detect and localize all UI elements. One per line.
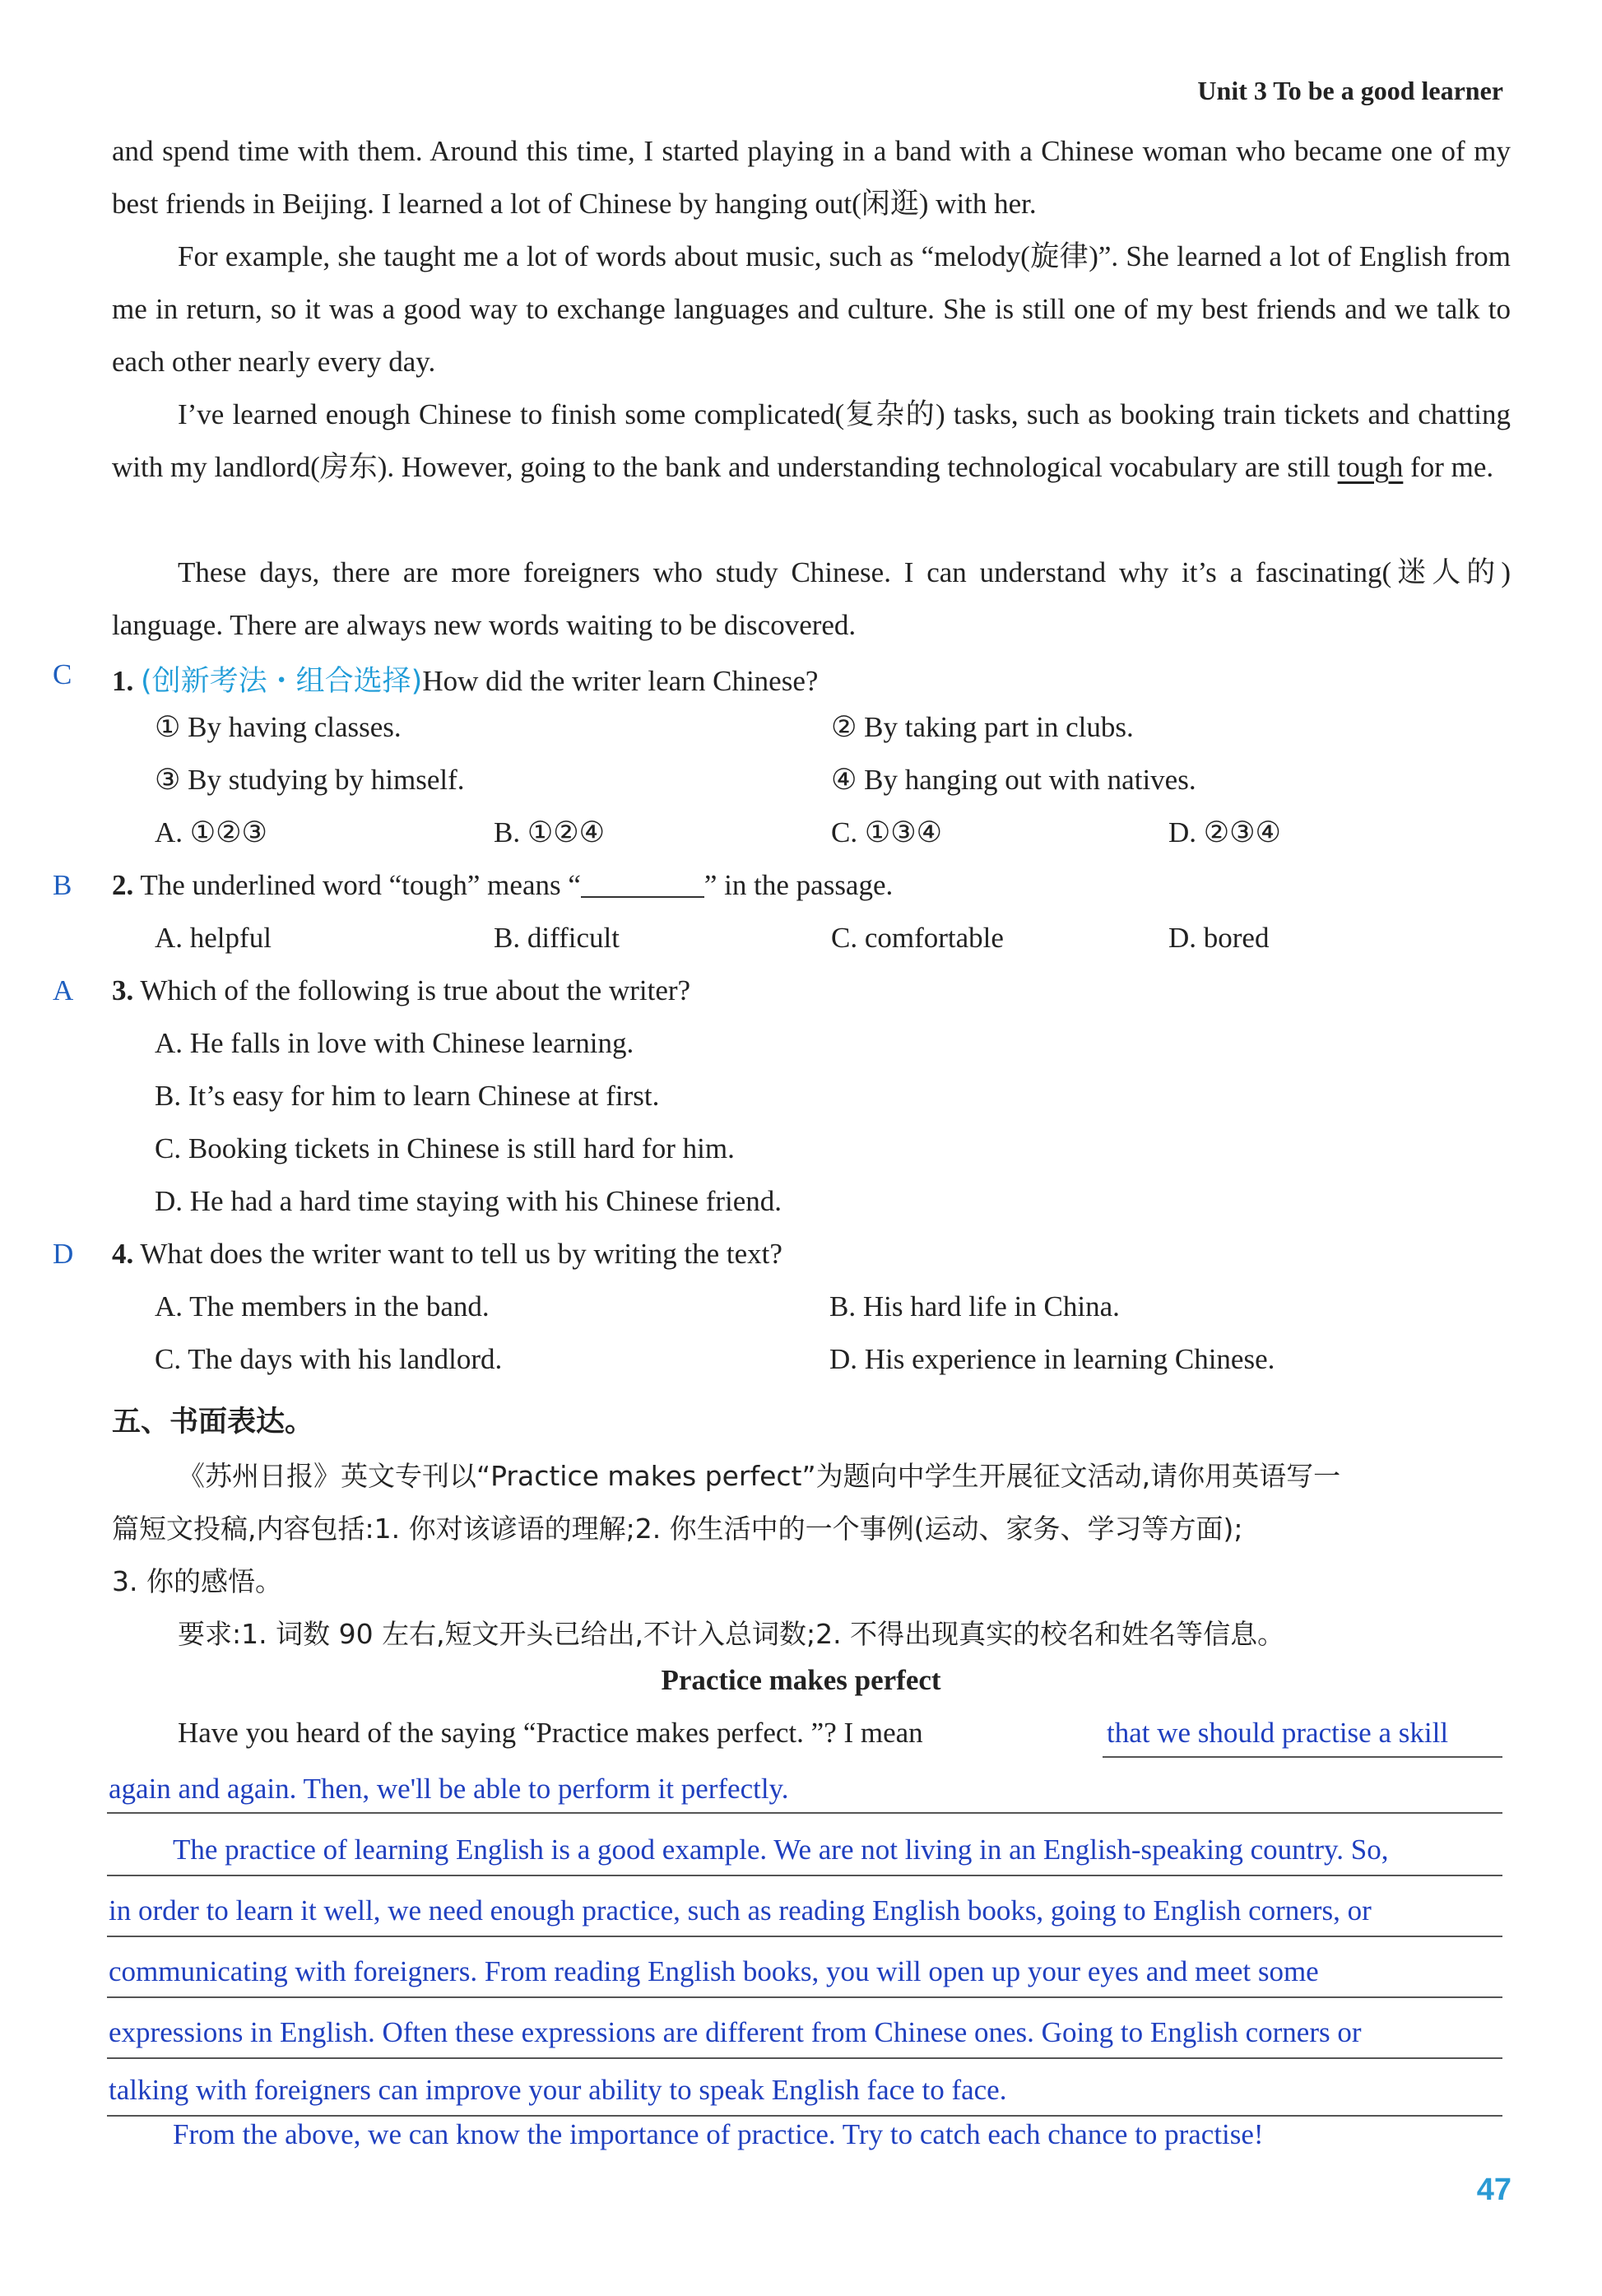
- underlined-word: tough: [1337, 451, 1404, 483]
- writing-prompt: 3. 你的感悟。: [112, 1565, 282, 1597]
- handwritten-answer: expressions in English. Often these expressions are different from Chinese ones. Going to English corners or: [109, 2016, 1362, 2048]
- statement: ② By taking part in clubs.: [831, 711, 1134, 743]
- option-b: B. His hard life in China.: [829, 1290, 1120, 1322]
- option-c: C. Booking tickets in Chinese is still hard for him.: [155, 1132, 735, 1164]
- page-number: 47: [1476, 2173, 1511, 2207]
- handwritten-answer: communicating with foreigners. From reading English books, you will open up your eyes and meet some: [109, 1955, 1319, 1987]
- option-c: C. ①③④: [831, 816, 942, 848]
- option-c: C. The days with his landlord.: [155, 1343, 503, 1375]
- essay-title: Practice makes perfect: [661, 1664, 941, 1696]
- writing-requirements: 要求:1. 词数 90 左右,短文开头已给出,不计入总词数;2. 不得出现真实的校名和姓名等信息。: [178, 1618, 1285, 1650]
- answer-mark: C: [53, 658, 72, 690]
- passage-paragraph: For example, she taught me a lot of words about music, such as “melody(旋律)”. She learned a lot of English from me in return, so it was a good way to exchange languages and culture. She is still one of my best friends and we talk to each other nearly every day.: [112, 240, 1511, 378]
- option-a: A. helpful: [155, 922, 272, 954]
- option-b: B. It’s easy for him to learn Chinese at first.: [155, 1080, 660, 1112]
- option-a: A. ①②③: [155, 816, 267, 848]
- option-a: A. The members in the band.: [155, 1290, 490, 1322]
- option-d: D. His experience in learning Chinese.: [829, 1343, 1275, 1375]
- writing-line: [107, 1936, 1502, 1937]
- option-a: A. He falls in love with Chinese learning.: [155, 1027, 634, 1059]
- handwritten-answer: talking with foreigners can improve your ability to speak English face to face.: [109, 2074, 1007, 2106]
- option-d: D. ②③④: [1168, 816, 1281, 848]
- writing-line: [107, 2057, 1502, 2059]
- option-d: D. bored: [1168, 922, 1270, 954]
- writing-line: [107, 1875, 1502, 1876]
- handwritten-answer: in order to learn it well, we need enough practice, such as reading English books, going to English corners, or: [109, 1894, 1372, 1927]
- section-title: 五、书面表达。: [112, 1406, 314, 1438]
- writing-line: [107, 2115, 1502, 2117]
- passage-paragraph: and spend time with them. Around this time, I started playing in a band with a Chinese woman who became one of my best friends in Beijing. I learned a lot of Chinese by hanging out(闲逛) with her.: [112, 135, 1511, 220]
- question-3: 3. Which of the following is true about the writer?: [112, 974, 691, 1006]
- answer-mark: A: [53, 974, 74, 1006]
- writing-line: [107, 1812, 1502, 1814]
- writing-line: [107, 1996, 1502, 1998]
- answer-mark: B: [53, 869, 72, 901]
- handwritten-answer: again and again. Then, we'll be able to perform it perfectly.: [109, 1773, 789, 1805]
- statement: ④ By hanging out with natives.: [831, 764, 1196, 796]
- handwritten-answer: that we should practise a skill: [1107, 1717, 1449, 1749]
- option-c: C. comfortable: [831, 922, 1004, 954]
- statement: ③ By studying by himself.: [155, 764, 465, 796]
- essay-start: Have you heard of the saying “Practice makes perfect. ”? I mean: [178, 1717, 923, 1749]
- handwritten-answer: The practice of learning English is a good example. We are not living in an English-speaking country. So,: [173, 1834, 1389, 1866]
- passage-paragraph: I’ve learned enough Chinese to finish some complicated(复杂的) tasks, such as booking train tickets and chatting with my landlord(房东). However, going to the bank and understanding technological vocabulary are still tough for me.: [112, 398, 1511, 483]
- writing-prompt: 篇短文投稿,内容包括:1. 你对该谚语的理解;2. 你生活中的一个事例(运动、家务、学习等方面);: [112, 1513, 1243, 1545]
- handwritten-answer: From the above, we can know the importance of practice. Try to catch each chance to practise!: [173, 2118, 1264, 2150]
- option-b: B. ①②④: [494, 816, 605, 848]
- page-header: Unit 3 To be a good learner: [1197, 76, 1503, 105]
- question-tag: (创新考法・组合选择): [141, 665, 423, 698]
- passage-paragraph: These days, there are more foreigners who study Chinese. I can understand why it’s a fascinating(迷人的) language. There are always new words waiting to be discovered.: [112, 556, 1511, 641]
- answer-blank: [581, 871, 704, 898]
- statement: ① By having classes.: [155, 711, 402, 743]
- writing-prompt: 《苏州日报》英文专刊以“Practice makes perfect”为题向中学生开展征文活动,请你用英语写一: [178, 1460, 1341, 1492]
- answer-mark: D: [53, 1238, 74, 1270]
- question-1: 1. (创新考法・组合选择)How did the writer learn Chinese?: [112, 665, 819, 698]
- question-2: 2. The underlined word “tough” means “ ” in the passage.: [112, 869, 894, 901]
- writing-line: [1103, 1756, 1502, 1758]
- question-4: 4. What does the writer want to tell us by writing the text?: [112, 1238, 782, 1270]
- option-d: D. He had a hard time staying with his Chinese friend.: [155, 1185, 782, 1217]
- option-b: B. difficult: [494, 922, 620, 954]
